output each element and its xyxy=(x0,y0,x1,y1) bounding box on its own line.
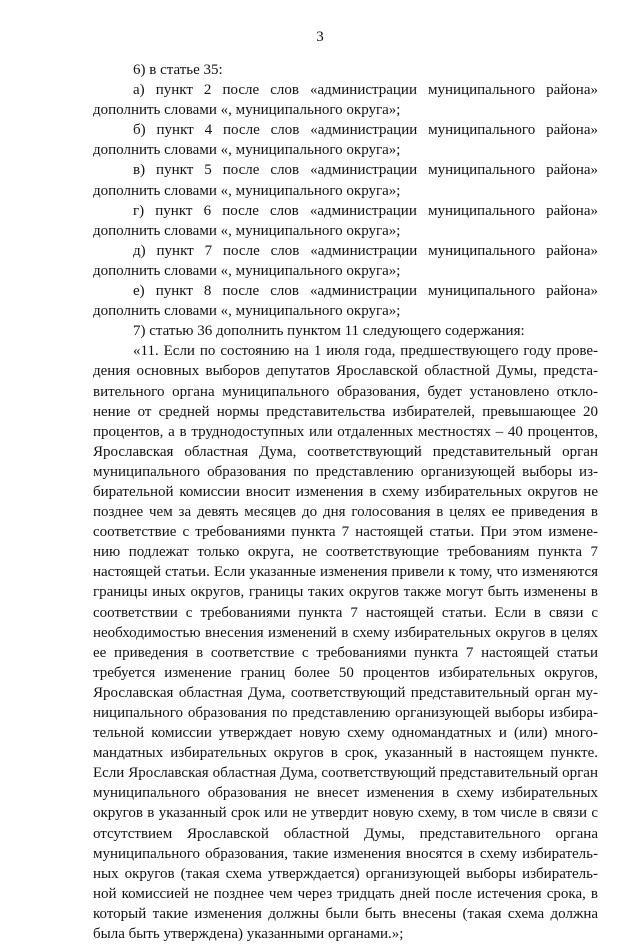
paragraph-point-11-text: «11. Если по состоянию на 1 июля года, предшествующего году проведения основных выборов депутатов Ярославской областной Думы, представительного органа муниципального образования, будет установлено отклонение от средней нормы представительства избирателей, превышающее 20 процентов, а в труднодоступных или отдаленных местностях – 40 процентов, Ярославская областная Дума, соответствующий представительный орган муниципального образования по представлению организующей выборы избирательной комиссии вносит изменения в схему избирательных округов не позднее чем за девять месяцев до дня голосования в целях ее приведения в соответствие с требованиями пункта 7 настоящей статьи. При этом изменению подлежат только округа, не соответствующие требованиям пункта 7 настоящей статьи. Если указанные изменения привели к тому, что изменяются границы иных округов, границы таких округов также могут быть изменены в соответствии с требованиями пункта 7 настоящей статьи. Если в связи с необходимостью внесения изменений в схему избирательных округов в целях ее приведения в соответствие с требованиями пункта 7 настоящей статьи требуется изменение границ более 50 процентов избирательных округов, Ярославская областная Дума, соответствующий представительный орган муниципального образования по представлению организующей выборы избирательной комиссии утверждает новую схему одномандатных и (или) многомандатных избирательных округов в срок, указанный в настоящем пункте. Если Ярославская областная Дума, соответствующий представительный орган муниципального образования не внесет изменения в схему избирательных округов в указанный срок или не утвердит новую схему, в том числе в связи с отсутствием Ярославской областной Думы, представительного органа муниципального образования, такие изменения вносятся в схему избирательных округов (такая схема утверждается) организующей выборы избирательной комиссией не позднее чем через тридцать дней после истечения срока, в который такие изменения должны были быть внесены (такая схема должна была быть утверждена) указанными органами.»; xyxy=(93,343,598,943)
page-number: 3 xyxy=(316,29,324,45)
document-body xyxy=(93,60,598,944)
paragraph-item-v: в) пункт 5 после слов «администрации муниципального района» дополнить словами «, муниципального округа»; xyxy=(93,162,598,199)
paragraph-article-36-heading: 7) статью 36 дополнить пунктом 11 следующего содержания: xyxy=(133,323,525,340)
paragraph-item-d: д) пункт 7 после слов «администрации муниципального района» дополнить словами «, муниципального округа»; xyxy=(93,242,598,279)
paragraph-item-e: е) пункт 8 после слов «администрации муниципального района» дополнить словами «, муниципального округа»; xyxy=(93,283,598,320)
paragraph-item-b: б) пункт 4 после слов «администрации муниципального района» дополнить словами «, муниципального округа»; xyxy=(93,122,598,159)
paragraph-article-35-heading: 6) в статье 35: xyxy=(133,62,223,78)
paragraph-item-g: г) пункт 6 после слов «администрации муниципального района» дополнить словами «, муниципального округа»; xyxy=(93,202,598,239)
paragraph-item-a: а) пункт 2 после слов «администрации муниципального района» дополнить словами «, муниципального округа»; xyxy=(93,82,598,119)
